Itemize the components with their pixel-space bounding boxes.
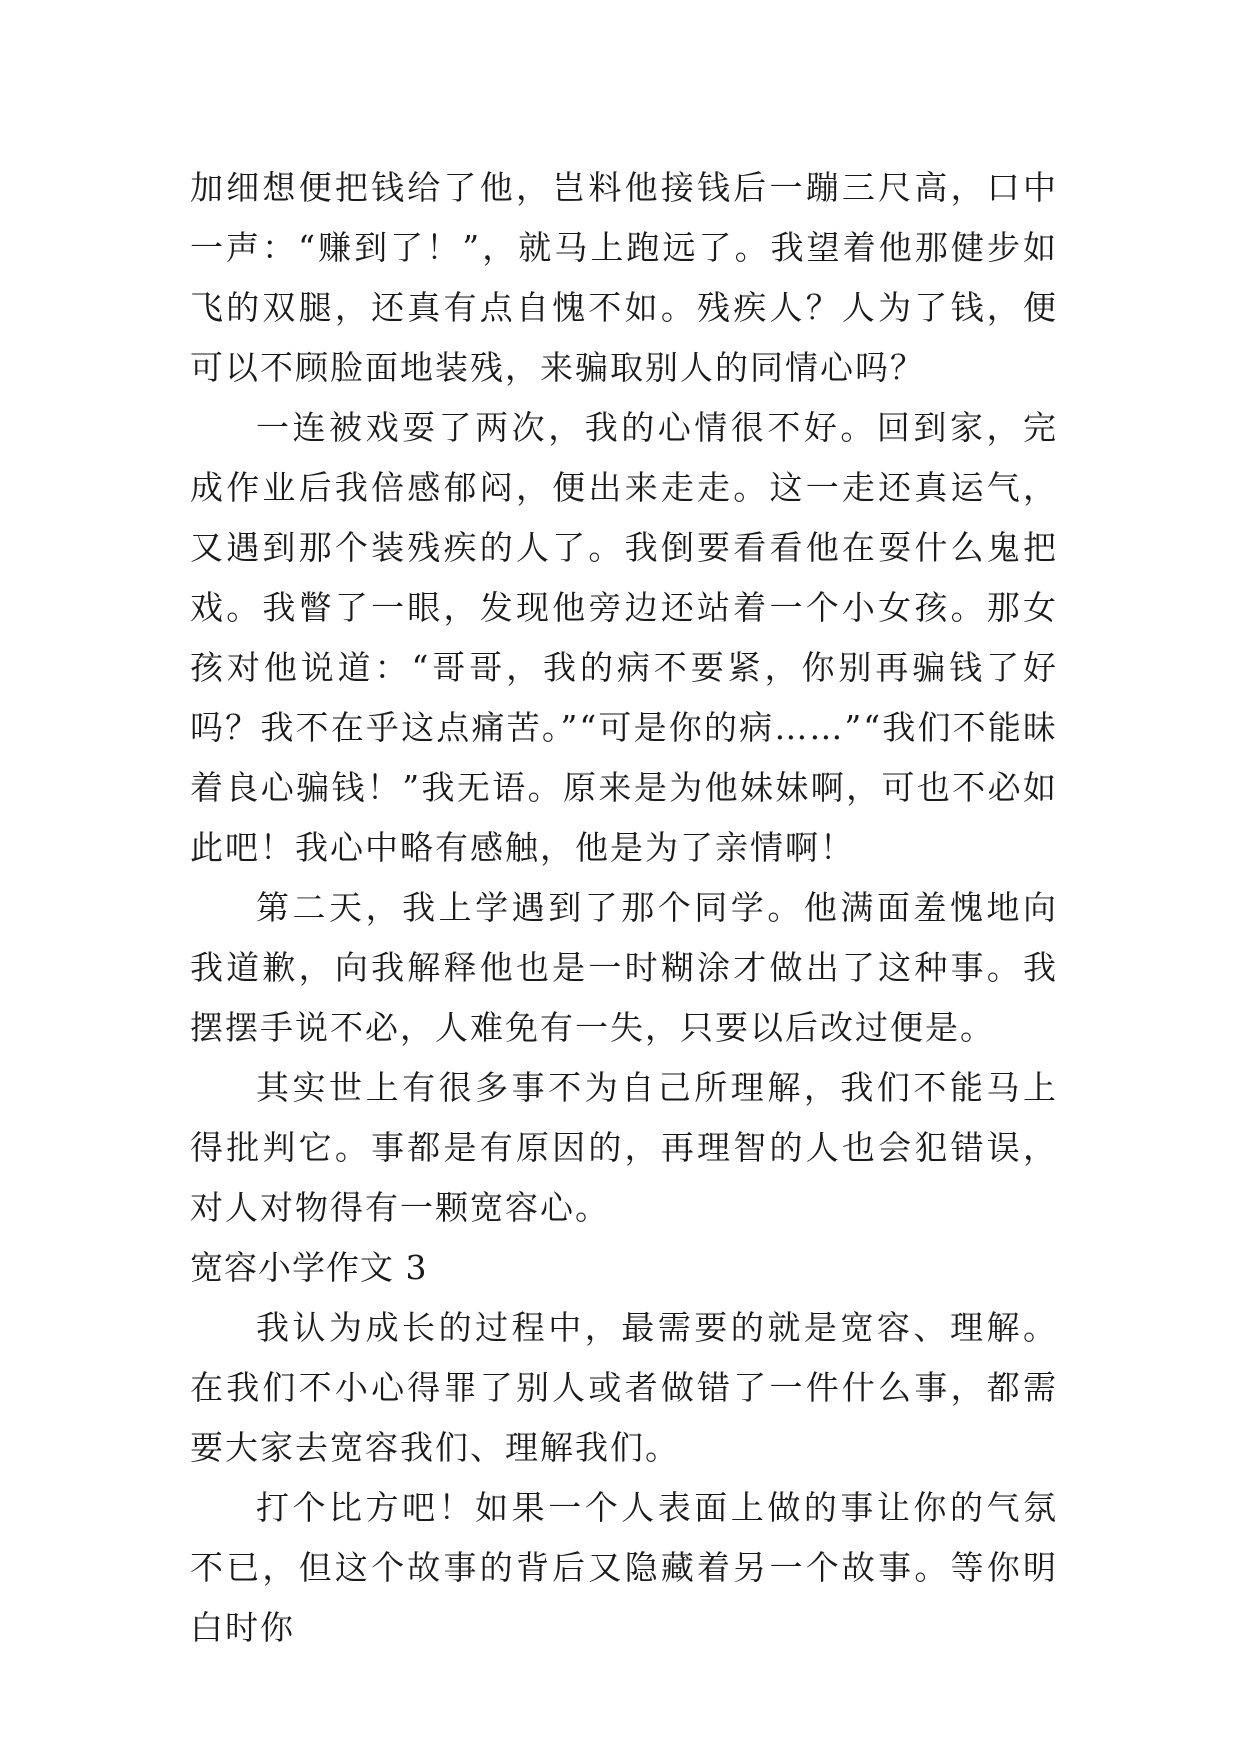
paragraph: 第二天，我上学遇到了那个同学。他满面羞愧地向我道歉，向我解释他也是一时糊涂才做出了这种事。我摆摆手说不必，人难免有一失，只要以后改过便是。 <box>190 888 1058 1047</box>
paragraph: 一连被戏耍了两次，我的心情很不好。回到家，完成作业后我倍感郁闷，便出来走走。这一走还真运气，又遇到那个装残疾的人了。我倒要看看他在耍什么鬼把戏。我瞥了一眼，发现他旁边还站着一个小女孩。那女孩对他说道：“哥哥，我的病不要紧，你别再骗钱了好吗？我不在乎这点痛苦。”“可是你的病……”“我们不能昧着良心骗钱！”我无语。原来是为他妹妹啊，可也不必如此吧！我心中略有感触，他是为了亲情啊！ <box>190 408 1058 867</box>
paragraph-continued: 加细想便把钱给了他，岂料他接钱后一蹦三尺高，口中一声：“赚到了！”，就马上跑远了。我望着他那健步如飞的双腿，还真有点自愧不如。残疾人？人为了钱，便可以不顾脸面地装残，来骗取别人的同情心吗？ <box>190 168 1058 387</box>
paragraph: 打个比方吧！如果一个人表面上做的事让你的气氛不已，但这个故事的背后又隐藏着另一个故事。等你明白时你 <box>190 1488 1058 1647</box>
section-heading: 宽容小学作文 3 <box>190 1248 428 1287</box>
document-body <box>190 158 1058 1658</box>
paragraph: 我认为成长的过程中，最需要的就是宽容、理解。在我们不小心得罪了别人或者做错了一件什么事，都需要大家去宽容我们、理解我们。 <box>190 1308 1058 1467</box>
paragraph: 其实世上有很多事不为自己所理解，我们不能马上得批判它。事都是有原因的，再理智的人也会犯错误，对人对物得有一颗宽容心。 <box>190 1068 1058 1227</box>
